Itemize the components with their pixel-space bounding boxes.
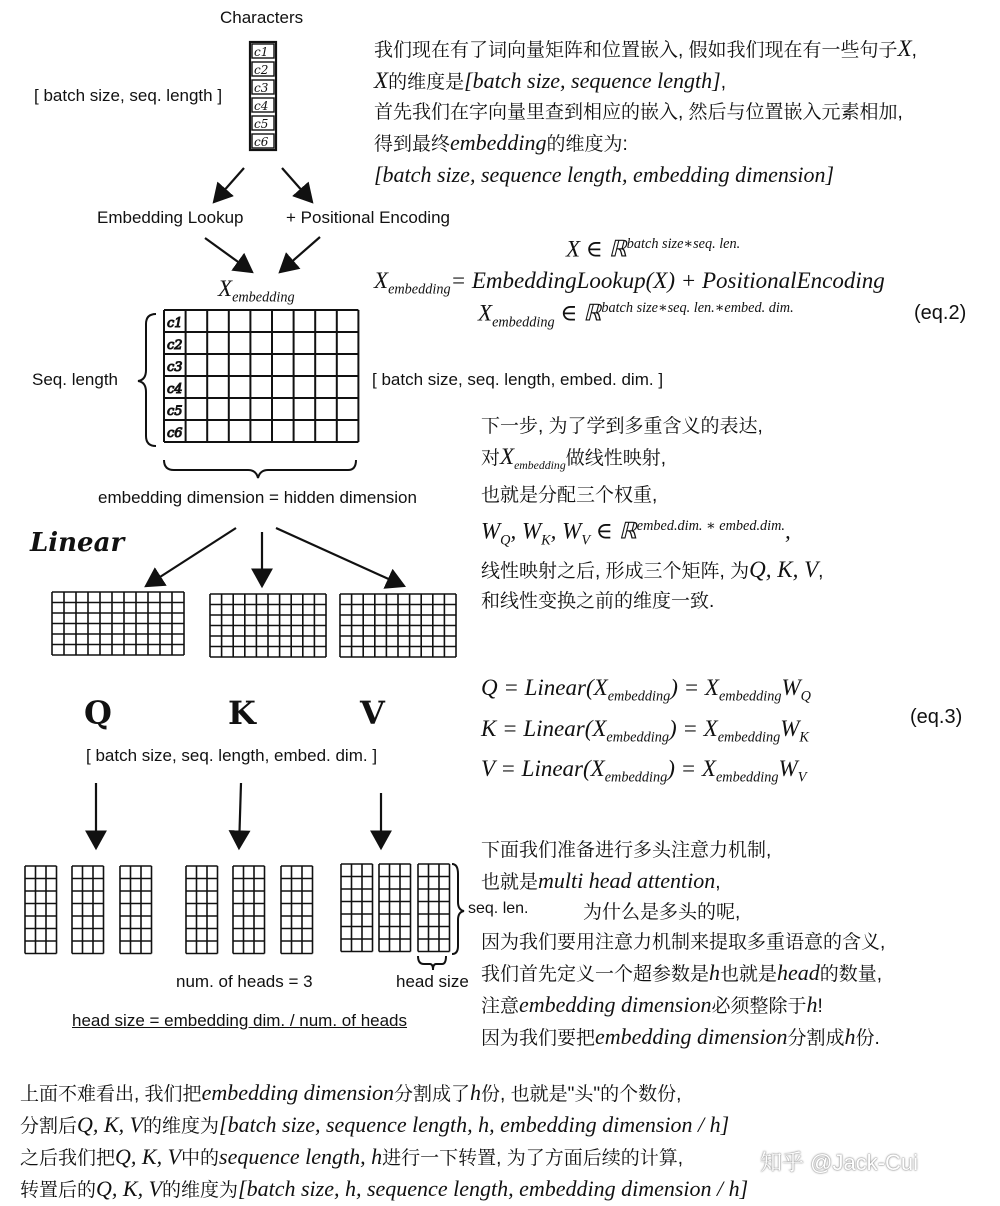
seq-length-brace [138, 314, 156, 446]
embedding-dimension-brace [164, 460, 356, 478]
character-cell-label: c4 [254, 99, 269, 113]
head-size-equation: head size = embedding dim. / num. of heads [72, 1011, 408, 1030]
top-line-3: 首先我们在字向量里查到相应的嵌入, 然后与位置嵌入元素相加, [374, 102, 903, 123]
k-matrix [210, 594, 326, 657]
seq-len-brace [452, 864, 464, 954]
positional-encoding-label: + Positional Encoding [286, 208, 450, 227]
x-embedding-label: $X_{embedding}$ [218, 276, 295, 306]
matrix-row-label: c6 [167, 426, 183, 441]
head-matrix-1 [25, 866, 57, 954]
arrow-to-q [146, 528, 236, 586]
matrix-row-label: c5 [167, 404, 183, 419]
top-line-2: X的维度是[batch size, sequence length], [374, 68, 726, 93]
character-column [250, 42, 276, 150]
head-matrix-9 [418, 864, 450, 952]
eq2-number: (eq.2) [914, 302, 967, 324]
matrix-row-label: c4 [167, 382, 183, 397]
eq3-q: $Q = Linear(X_{embedding}) = X_{embedding}W_Q$ [481, 675, 811, 705]
eq2-line-2: $X_{embedding}=$ EmbeddingLookup(X) + PositionalEncoding [374, 268, 885, 298]
top-paragraph [374, 34, 917, 190]
top-line-4: 得到最终embedding的维度为: [374, 130, 628, 155]
mid-paragraph [481, 412, 823, 617]
heads-line-1: 下面我们准备进行多头注意力机制, [481, 840, 772, 861]
head-size-brace [418, 956, 446, 970]
mid-line-2: 对$X_{embedding}$做线性映射, [481, 444, 666, 472]
head-matrix-7 [341, 864, 373, 952]
mid-line-4: $W_Q$, $W_K$, $W_V$ ∈ ℝ$^{embed.dim. ∗ embed.dim.}$, [481, 517, 791, 549]
arrow-chars-to-posenc [282, 168, 312, 202]
heads-line-5: 我们首先定义一个超参数是h也就是head的数量, [481, 960, 883, 985]
top-line-1: 我们现在有了词向量矩阵和位置嵌入, 假如我们现在有一些句子X, [374, 36, 917, 61]
heads-line-7: 因为我们要把embedding dimension分割成h份. [481, 1024, 880, 1049]
heads-line-2: 也就是multi head attention, [481, 868, 721, 893]
batch-seq-embed-label: [ batch size, seq. length, embed. dim. ] [372, 370, 664, 389]
head-size-label: head size [396, 972, 469, 991]
matrix-row-label: c3 [167, 360, 183, 375]
num-heads-label: num. of heads = 3 [176, 972, 313, 991]
arrow-chars-to-lookup [214, 168, 244, 202]
eq3-block [481, 672, 811, 794]
top-line-5: [batch size, sequence length, embedding dimension] [374, 162, 835, 187]
character-cell-label: c2 [254, 63, 269, 77]
eq3-v: $V = Linear(X_{embedding}) = X_{embedding}W_V$ [481, 756, 807, 786]
embedding-dimension-label: embedding dimension = hidden dimension [98, 488, 417, 507]
batch-seq-embed-label-2: [ batch size, seq. length, embed. dim. ] [86, 746, 378, 765]
eq3-k: $K = Linear(X_{embedding}) = X_{embedding}W_K$ [481, 715, 809, 746]
q-matrix [52, 592, 184, 655]
head-matrix-6 [281, 866, 313, 954]
heads-paragraph [481, 836, 885, 1054]
arrow-posenc-to-x [280, 237, 320, 272]
braces [138, 314, 464, 970]
eq3-number: (eq.3) [910, 706, 963, 728]
head-matrix-8 [379, 864, 411, 952]
character-cell-label: c1 [254, 45, 269, 59]
matrix-row-label: c2 [167, 338, 183, 353]
head-matrix-2 [72, 866, 104, 954]
head-matrix-4 [186, 866, 218, 954]
embedding-lookup-label: Embedding Lookup [97, 208, 244, 227]
head-matrix-3 [120, 866, 152, 954]
embedding-matrix [164, 310, 358, 442]
heads-line-4: 因为我们要用注意力机制来提取多重语意的含义, [481, 932, 886, 953]
mid-line-6: 和线性变换之前的维度一致. [481, 591, 715, 613]
character-cell-label: c3 [254, 81, 269, 95]
mid-line-1: 下一步, 为了学到多重含义的表达, [481, 416, 763, 437]
grids [25, 310, 456, 954]
seq-length-label: Seq. length [32, 370, 119, 389]
matrix-row-label: c1 [167, 316, 183, 331]
mid-line-3: 也就是分配三个权重, [481, 484, 658, 506]
mid-line-5: 线性映射之后, 形成三个矩阵, 为Q, K, V, [481, 557, 824, 583]
heads-line-6: 注意embedding dimension必须整除于h! [481, 992, 823, 1017]
seq-len-label: seq. len. [468, 900, 529, 917]
characters-label: Characters [220, 8, 304, 27]
head-matrix-5 [233, 866, 265, 954]
eq2-line-3: $X_{embedding}$ ∈ ℝ$^{batch size∗seq. len.∗embed. dim.}$ [478, 300, 794, 331]
heads-line-3: 为什么是多头的呢, [583, 902, 741, 923]
eq2-line-1: X ∈ ℝ$^{batch size∗seq. len.}$ [566, 236, 741, 262]
arrow-to-v [276, 528, 404, 586]
character-cell-label: c6 [254, 135, 269, 149]
bottom-line-4: 转置后的Q, K, V的维度为[batch size, h, sequence length, embedding dimension / h] [20, 1176, 749, 1201]
linear-label: Linear [30, 528, 125, 558]
v-glyph: V [360, 694, 385, 732]
watermark: 知乎 @Jack-Cui [760, 1150, 919, 1175]
bottom-line-2: 分割后Q, K, V的维度为[batch size, sequence length, h, embedding dimension / h] [20, 1112, 730, 1137]
v-matrix [340, 594, 456, 657]
q-glyph: Q [84, 694, 112, 732]
bottom-line-3: 之后我们把Q, K, V中的sequence length, h进行一下转置, 为了方面后续的计算, [20, 1144, 683, 1169]
batch-seq-label: [ batch size, seq. length ] [34, 86, 223, 105]
bottom-line-1: 上面不难看出, 我们把embedding dimension分割成了h份, 也就是"头"的个数份, [20, 1080, 682, 1105]
arrow-lookup-to-x [205, 238, 252, 272]
character-cell-label: c5 [254, 117, 269, 131]
arrow-k-down [239, 783, 241, 848]
bottom-paragraph [20, 1078, 748, 1206]
k-glyph: K [228, 694, 256, 732]
